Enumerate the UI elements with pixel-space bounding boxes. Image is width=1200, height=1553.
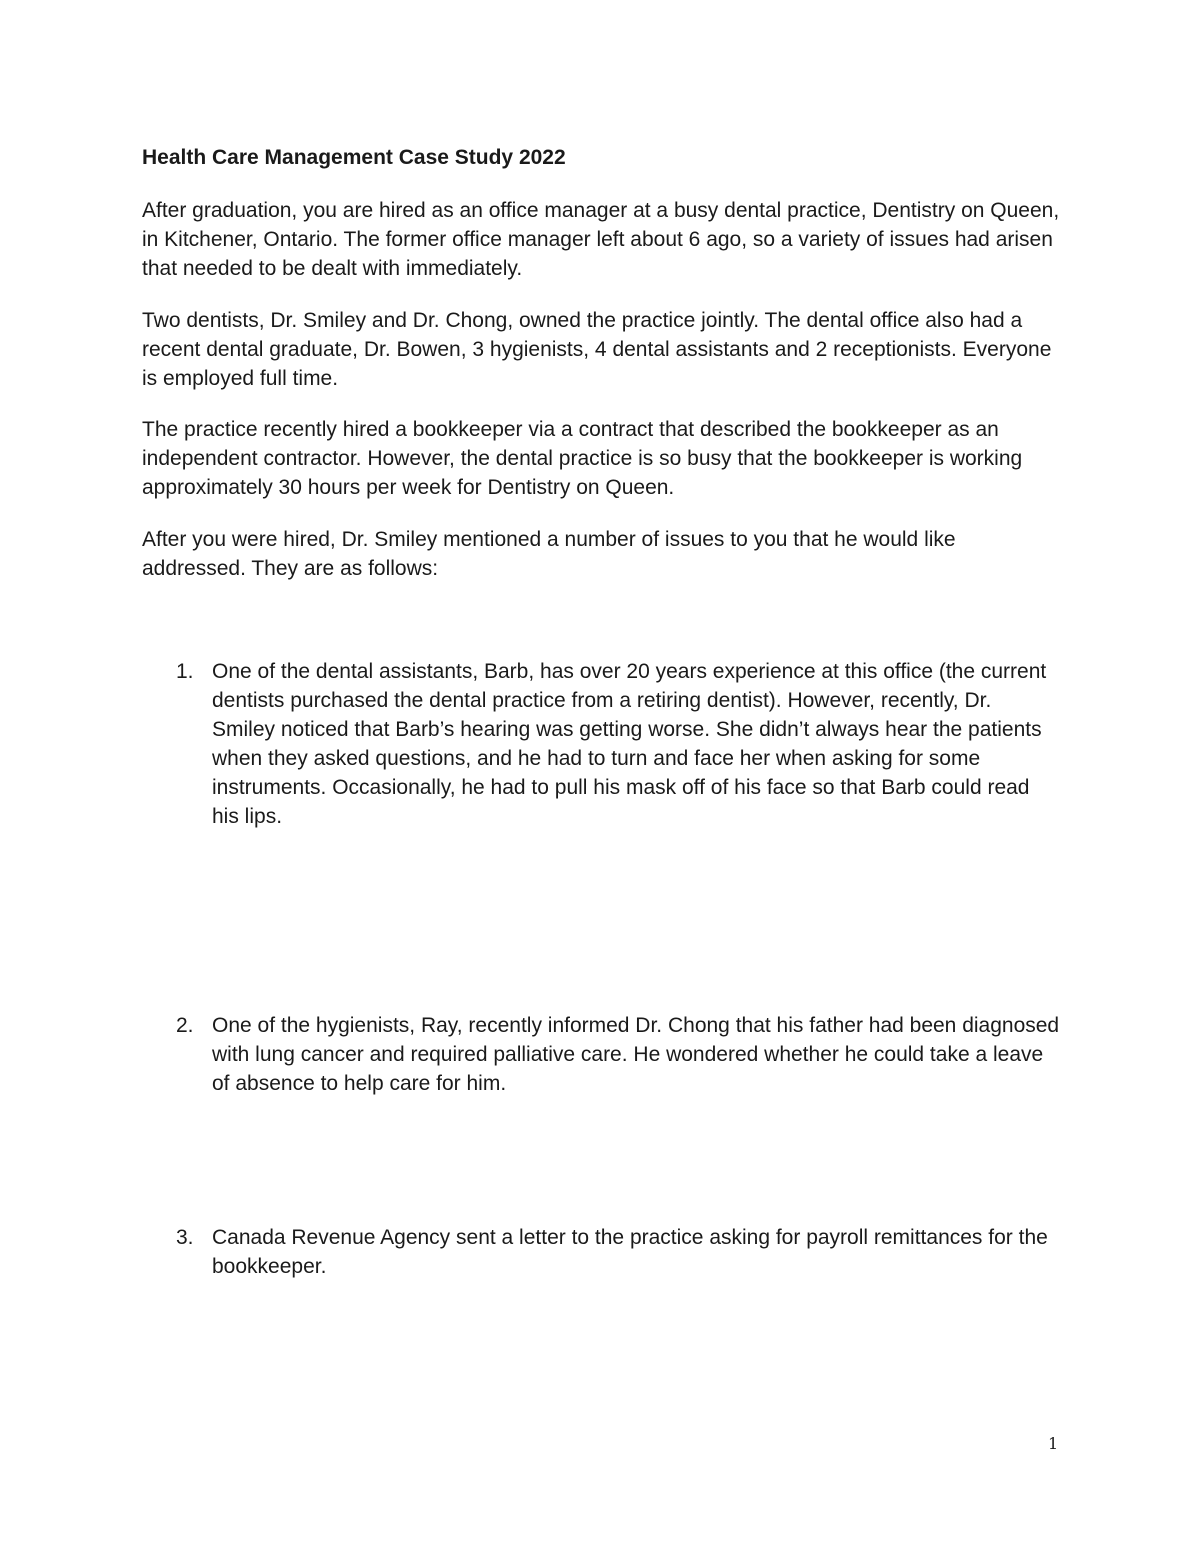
issue-number: 2. xyxy=(176,1014,194,1037)
page-number: 1 xyxy=(1048,1434,1059,1453)
issues-intro-paragraph: After you were hired, Dr. Smiley mentioned a number of issues to you that he would like addressed. They are as follows: xyxy=(142,528,956,580)
issue-number: 3. xyxy=(176,1226,194,1249)
issue-text: One of the dental assistants, Barb, has over 20 years experience at this office (the current dentists purchased the dental practice from a retiring dentist). However, recently, Dr. Smiley noticed that Barb’s hearing was getting worse. She didn’t always hear the patients when they asked questions, and he had to turn and face her when asking for some instruments. Occasionally, he had to pull his mask off of his face so that Barb could read his lips. xyxy=(212,660,1047,828)
issue-number: 1. xyxy=(176,660,194,683)
intro-paragraph: After graduation, you are hired as an office manager at a busy dental practice, Dentistry on Queen, in Kitchener, Ontario. The former office manager left about 6 ago, so a variety of issues had arisen that needed to be dealt with immediately. xyxy=(142,199,1060,280)
staff-paragraph: Two dentists, Dr. Smiley and Dr. Chong, owned the practice jointly. The dental office also had a recent dental graduate, Dr. Bowen, 3 hygienists, 4 dental assistants and 2 receptionists. Everyone is employed full time. xyxy=(142,309,1052,390)
document-title: Health Care Management Case Study 2022 xyxy=(142,146,566,169)
issue-text: One of the hygienists, Ray, recently informed Dr. Chong that his father had been diagnosed with lung cancer and required palliative care. He wondered whether he could take a leave of absence to help care for him. xyxy=(212,1014,1060,1095)
issue-text: Canada Revenue Agency sent a letter to the practice asking for payroll remittances for the bookkeeper. xyxy=(212,1226,1048,1278)
bookkeeper-paragraph: The practice recently hired a bookkeeper via a contract that described the bookkeeper as an independent contractor. However, the dental practice is so busy that the bookkeeper is working approximately 30 hours per week for Dentistry on Queen. xyxy=(142,418,1023,499)
